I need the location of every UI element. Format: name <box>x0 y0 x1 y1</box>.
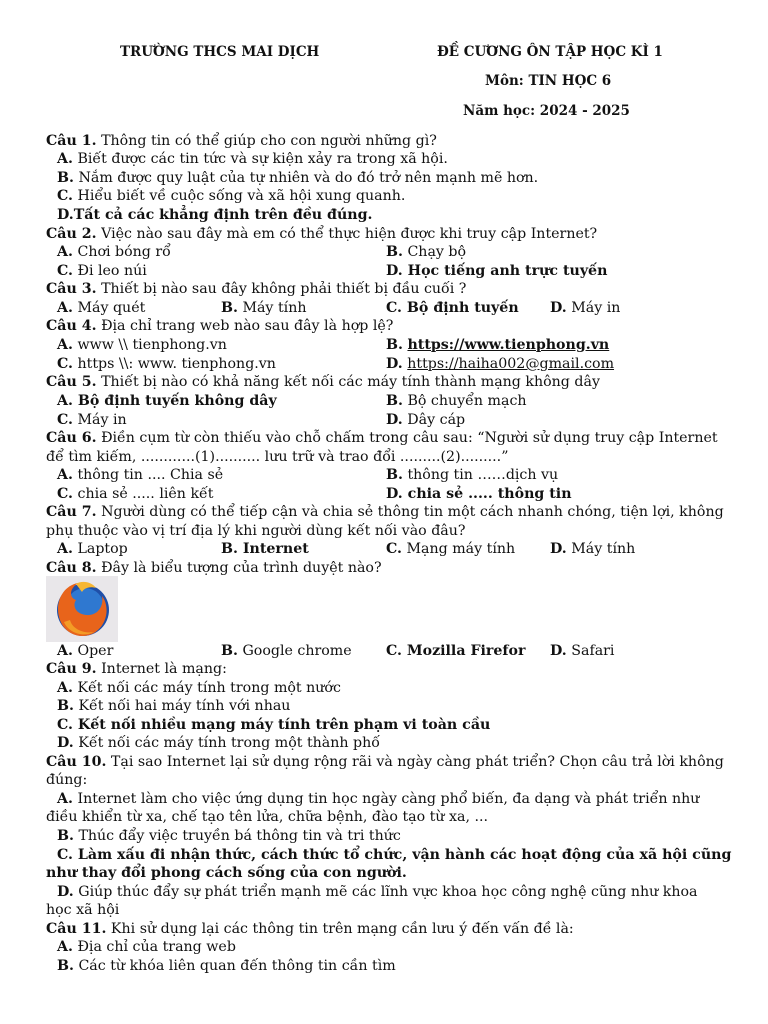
q7-option-b: B. Internet <box>221 541 309 557</box>
q10-option-b: B. Thúc đẩy việc truyền bá thông tin và tri thức <box>57 828 401 844</box>
q4-option-a: A. www \\ tienphong.vn <box>57 337 227 353</box>
q10-option-d-cont: học xã hội <box>46 902 120 918</box>
q9-option-b: B. Kết nối hai máy tính với nhau <box>57 698 291 714</box>
q3-option-a: A. Máy quét <box>57 300 146 316</box>
question-8: Câu 8. Đây là biểu tượng của trình duyệt nào? <box>46 560 382 576</box>
q4-option-c: C. https \\: www. tienphong.vn <box>57 356 276 372</box>
q7-option-a: A. Laptop <box>57 541 128 557</box>
q10-option-c-cont: như thay đổi phong cách sống của con người. <box>46 865 407 881</box>
firefox-icon <box>46 576 118 642</box>
q5-option-a: A. Bộ định tuyến không dây <box>57 393 277 409</box>
q5-option-b: B. Bộ chuyển mạch <box>386 393 527 409</box>
school-name: TRƯỜNG THCS MAI DỊCH <box>120 44 320 60</box>
q5-option-d: D. Dây cáp <box>386 412 466 428</box>
question-7: Câu 7. Người dùng có thể tiếp cận và chia sẻ thông tin một cách nhanh chóng, tiện lợi, không <box>46 504 724 520</box>
q2-option-a: A. Chơi bóng rổ <box>57 244 171 260</box>
q1-option-a: A. Biết được các tin tức và sự kiện xảy ra trong xã hội. <box>57 151 448 167</box>
q5-option-c: C. Máy in <box>57 412 127 428</box>
question-11: Câu 11. Khi sử dụng lại các thông tin trên mạng cần lưu ý đến vấn đề là: <box>46 921 574 937</box>
q10-option-c: C. Làm xấu đi nhận thức, cách thức tổ chức, vận hành các hoạt động của xã hội cũng <box>57 847 732 863</box>
question-10-cont: đúng: <box>46 772 88 788</box>
q11-option-b: B. Các từ khóa liên quan đến thông tin cần tìm <box>57 958 396 974</box>
q10-option-a: A. Internet làm cho việc ứng dụng tin học ngày càng phổ biến, đa dạng và phát triển như <box>57 791 700 807</box>
q3-option-b: B. Máy tính <box>221 300 307 316</box>
question-3: Câu 3. Thiết bị nào sau đây không phải thiết bị đầu cuối ? <box>46 281 467 297</box>
subject-line: Môn: TIN HỌC 6 <box>485 73 612 89</box>
q8-option-b: B. Google chrome <box>221 643 352 659</box>
q2-option-b: B. Chạy bộ <box>386 244 467 260</box>
q1-option-b: B. Nắm được quy luật của tự nhiên và do đó trở nên mạnh mẽ hơn. <box>57 170 539 186</box>
q3-option-c: C. Bộ định tuyến <box>386 300 519 316</box>
q2-option-c: C. Đi leo núi <box>57 263 147 279</box>
question-6-cont: để tìm kiếm, ............(1).......... lưu trữ và trao đổi .........(2).........” <box>46 449 509 465</box>
q8-option-c: C. Mozilla Firefor <box>386 643 526 659</box>
q6-option-c: C. chia sẻ ..... liên kết <box>57 486 214 502</box>
question-10: Câu 10. Tại sao Internet lại sử dụng rộng rãi và ngày càng phát triển? Chọn câu trả lời không <box>46 754 724 770</box>
question-5: Câu 5. Thiết bị nào có khả năng kết nối các máy tính thành mạng không dây <box>46 374 600 390</box>
document-title: ĐỀ CƯƠNG ÔN TẬP HỌC KÌ 1 <box>437 44 663 60</box>
q4-option-d: D. https://haiha002@gmail.com <box>386 356 615 372</box>
q9-option-a: A. Kết nối các máy tính trong một nước <box>57 680 341 696</box>
question-1: Câu 1. Thông tin có thể giúp cho con người những gì? <box>46 133 437 149</box>
q8-option-d: D. Safari <box>550 643 615 659</box>
question-7-cont: phụ thuộc vào vị trí địa lý khi người dùng kết nối vào đâu? <box>46 523 466 539</box>
q9-option-c: C. Kết nối nhiều mạng máy tính trên phạm vi toàn cầu <box>57 717 491 733</box>
q2-option-d: D. Học tiếng anh trực tuyến <box>386 263 608 279</box>
q6-option-d: D. chia sẻ ..... thông tin <box>386 486 572 502</box>
q9-option-d: D. Kết nối các máy tính trong một thành phố <box>57 735 380 751</box>
question-2: Câu 2. Việc nào sau đây mà em có thể thực hiện được khi truy cập Internet? <box>46 226 598 242</box>
q6-option-a: A. thông tin .... Chia sẻ <box>57 467 224 483</box>
q10-option-a-cont: điều khiển từ xa, chế tạo tên lửa, chữa bệnh, đào tạo từ xa, ... <box>46 809 489 825</box>
q1-option-d: D.Tất cả các khẳng định trên đều đúng. <box>57 207 373 223</box>
q3-option-d: D. Máy in <box>550 300 621 316</box>
q1-option-c: C. Hiểu biết về cuộc sống và xã hội xung quanh. <box>57 188 406 204</box>
q7-option-d: D. Máy tính <box>550 541 636 557</box>
q8-option-a: A. Oper <box>57 643 114 659</box>
q10-option-d: D. Giúp thúc đẩy sự phát triển mạnh mẽ các lĩnh vực khoa học công nghệ cũng như khoa <box>57 884 698 900</box>
question-9: Câu 9. Internet là mạng: <box>46 661 227 677</box>
question-4: Câu 4. Địa chỉ trang web nào sau đây là hợp lệ? <box>46 318 394 334</box>
school-year: Năm học: 2024 - 2025 <box>463 103 630 119</box>
question-6: Câu 6. Điền cụm từ còn thiếu vào chỗ chấm trong câu sau: “Người sử dụng truy cập Internet <box>46 430 718 446</box>
q7-option-c: C. Mạng máy tính <box>386 541 516 557</box>
q11-option-a: A. Địa chỉ của trang web <box>57 939 236 955</box>
q6-option-b: B. thông tin ……dịch vụ <box>386 467 559 483</box>
q4-option-b: B. https://www.tienphong.vn <box>386 337 610 353</box>
